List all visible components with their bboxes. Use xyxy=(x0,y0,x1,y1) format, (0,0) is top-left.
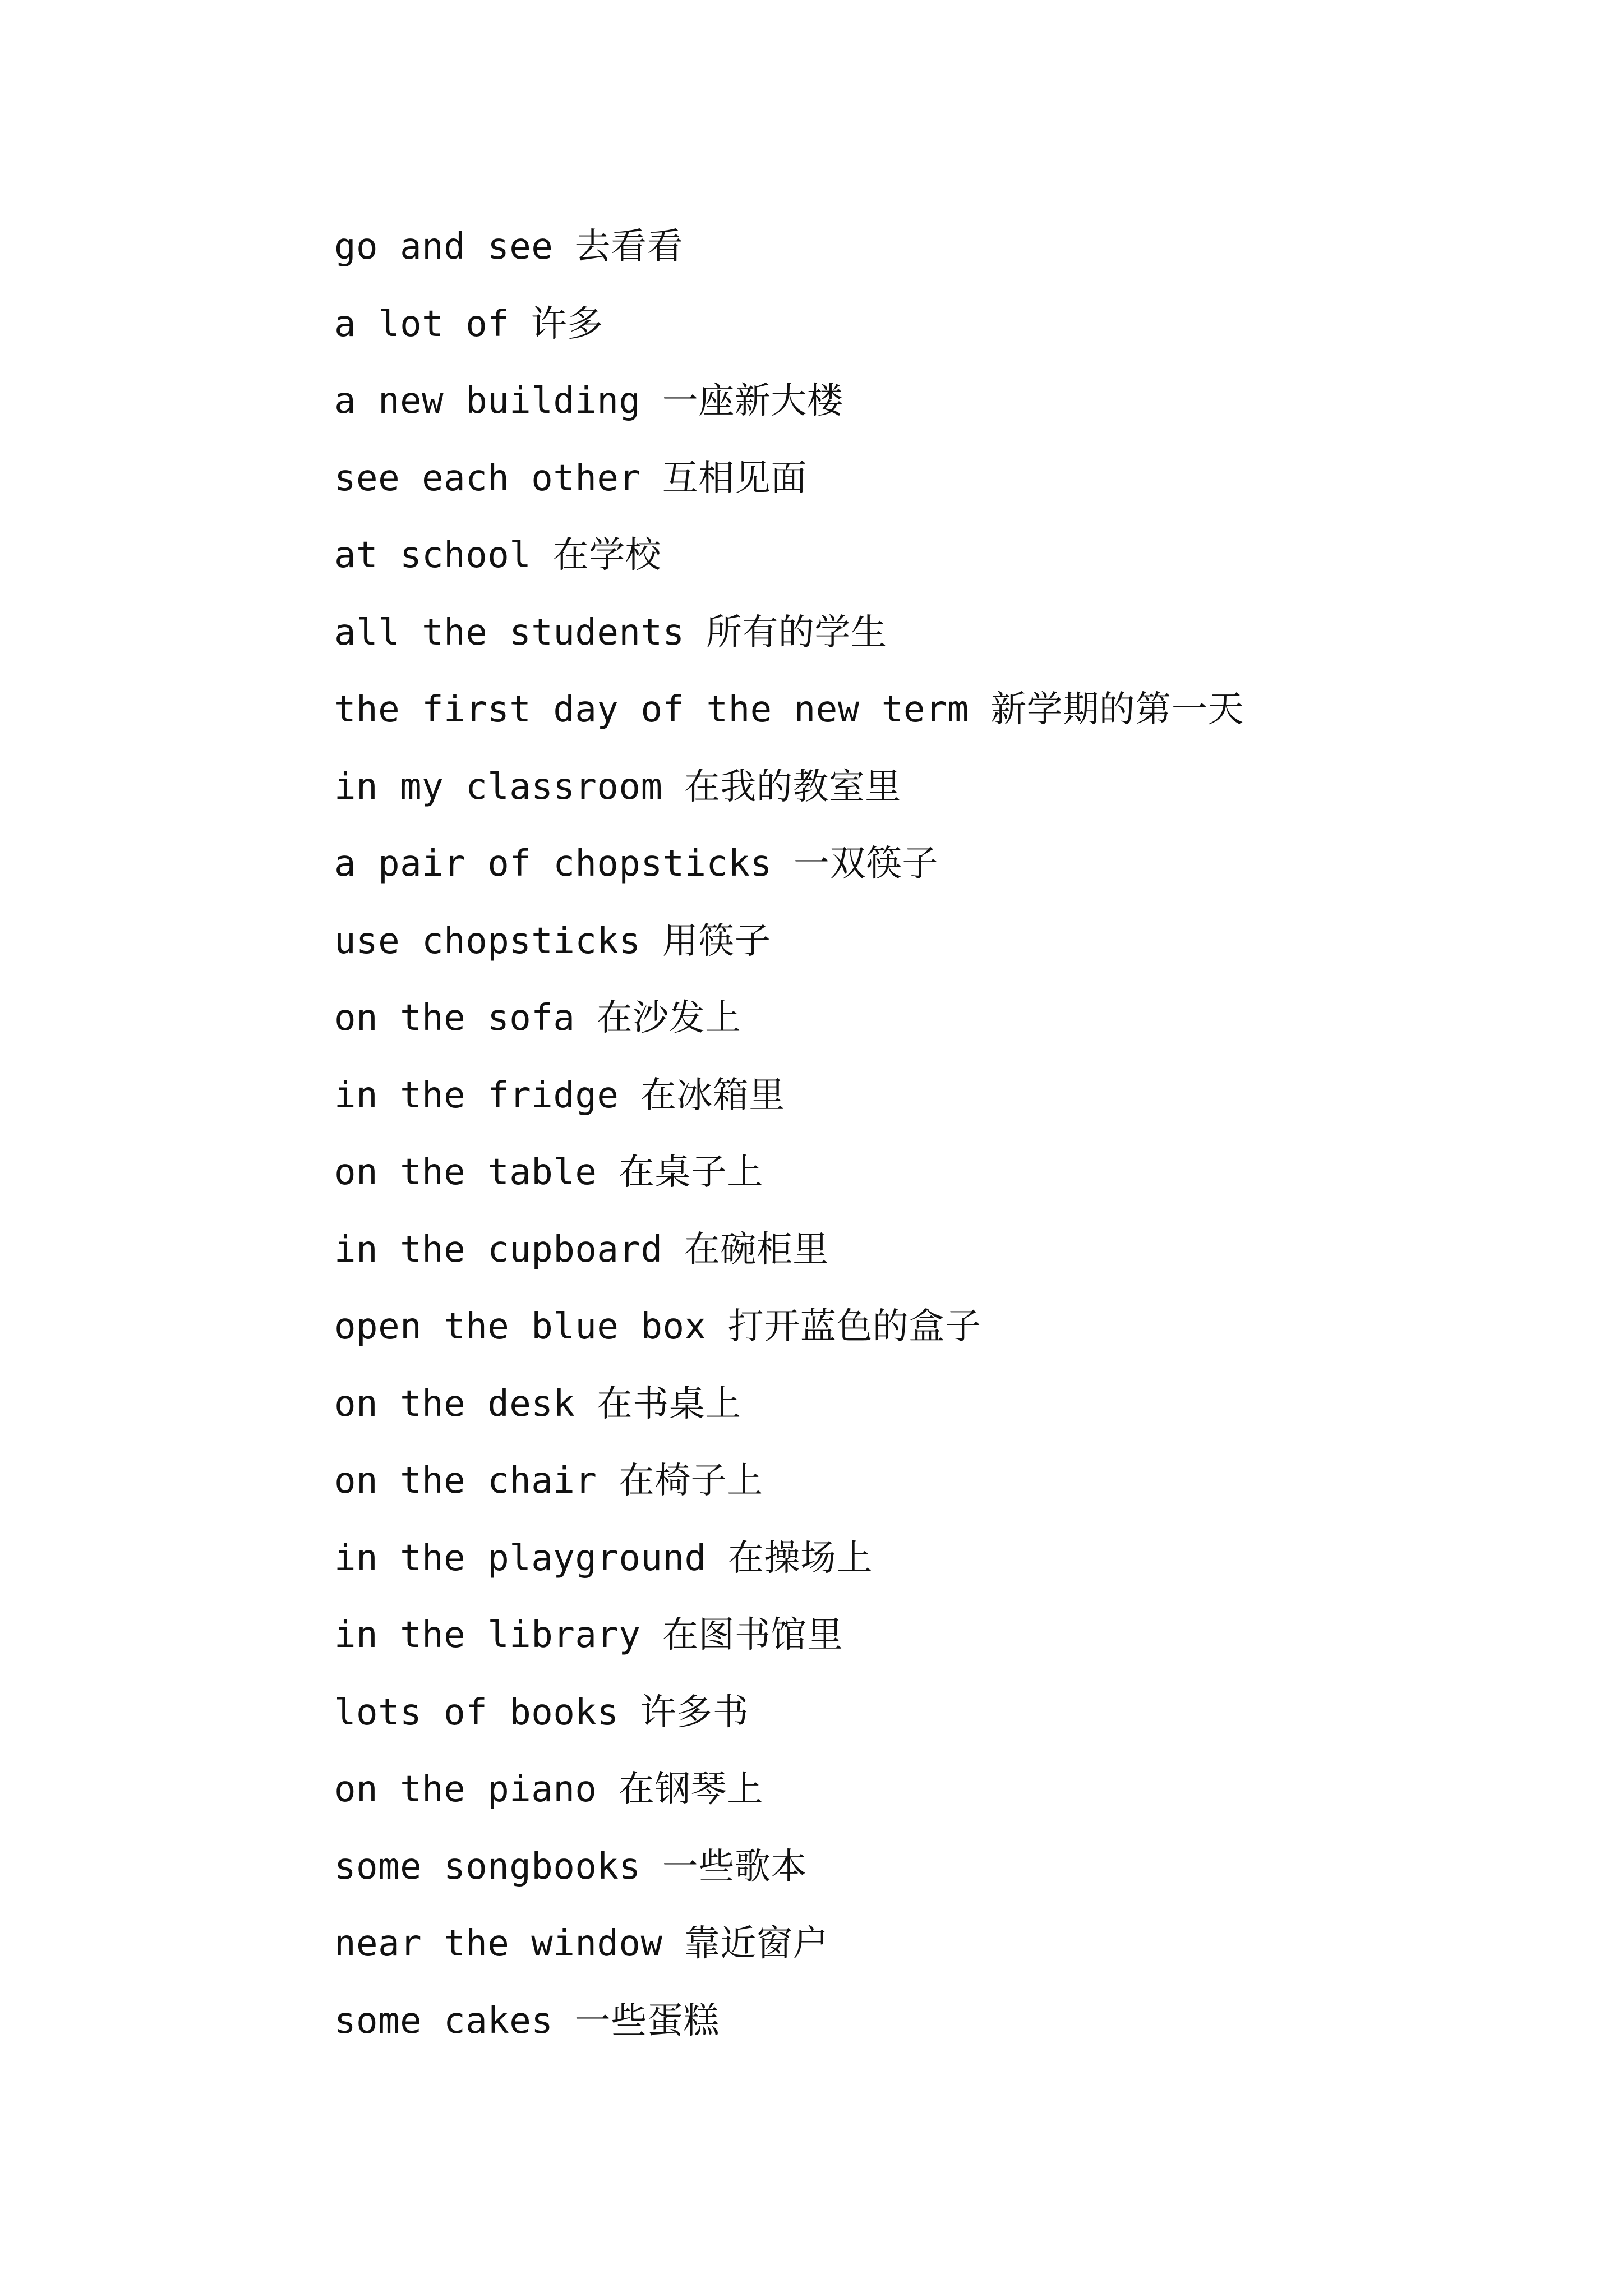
phrase-line-3 xyxy=(334,363,1244,440)
phrase-english: some cakes xyxy=(334,2000,554,2042)
phrase-line-6 xyxy=(334,595,1244,672)
phrase-line-16 xyxy=(334,1366,1244,1443)
phrase-chinese: 去看看 xyxy=(574,226,684,268)
phrase-line-23 xyxy=(334,1906,1244,1983)
phrase-english: on the chair xyxy=(334,1460,597,1502)
phrase-chinese: 用筷子 xyxy=(662,920,771,962)
phrase-line-21 xyxy=(334,1751,1244,1829)
phrase-line-7 xyxy=(334,671,1244,749)
phrase-chinese: 所有的学生 xyxy=(706,611,887,654)
phrase-english: the first day of the new term xyxy=(334,689,969,730)
phrase-chinese: 一些歌本 xyxy=(662,1846,807,1888)
phrase-list xyxy=(334,209,1244,2060)
phrase-line-14 xyxy=(334,1212,1244,1289)
phrase-chinese: 在椅子上 xyxy=(618,1460,763,1502)
phrase-english: some songbooks xyxy=(334,1846,641,1888)
phrase-line-15 xyxy=(334,1289,1244,1366)
phrase-english: go and see xyxy=(334,226,554,268)
phrase-english: lots of books xyxy=(334,1691,619,1733)
phrase-line-9 xyxy=(334,826,1244,903)
phrase-english: use chopsticks xyxy=(334,920,641,962)
phrase-chinese: 互相见面 xyxy=(662,457,807,499)
phrase-chinese: 新学期的第一天 xyxy=(990,689,1244,730)
phrase-line-8 xyxy=(334,749,1244,826)
phrase-english: in my classroom xyxy=(334,766,663,808)
phrase-chinese: 一座新大楼 xyxy=(662,380,843,422)
phrase-english: a pair of chopsticks xyxy=(334,843,772,885)
phrase-line-13 xyxy=(334,1134,1244,1212)
phrase-chinese: 在碗柜里 xyxy=(684,1228,829,1271)
phrase-line-18 xyxy=(334,1520,1244,1598)
phrase-chinese: 许多 xyxy=(531,303,603,345)
phrase-line-1 xyxy=(334,209,1244,286)
phrase-line-24 xyxy=(334,1983,1244,2060)
phrase-line-19 xyxy=(334,1597,1244,1674)
phrase-english: all the students xyxy=(334,611,685,654)
phrase-english: on the desk xyxy=(334,1383,575,1425)
phrase-english: in the playground xyxy=(334,1537,707,1579)
phrase-english: see each other xyxy=(334,457,641,499)
phrase-chinese: 靠近窗户 xyxy=(684,1923,829,1964)
phrase-line-4 xyxy=(334,440,1244,518)
phrase-english: on the table xyxy=(334,1152,597,1193)
phrase-line-17 xyxy=(334,1443,1244,1520)
phrase-chinese: 许多书 xyxy=(640,1691,749,1733)
phrase-line-22 xyxy=(334,1829,1244,1906)
phrase-english: in the cupboard xyxy=(334,1228,663,1271)
phrase-chinese: 在学校 xyxy=(552,535,662,576)
phrase-english: in the library xyxy=(334,1614,641,1656)
phrase-chinese: 在沙发上 xyxy=(596,997,741,1039)
phrase-english: on the sofa xyxy=(334,997,575,1039)
phrase-line-20 xyxy=(334,1674,1244,1752)
phrase-english: in the fridge xyxy=(334,1074,619,1116)
phrase-line-2 xyxy=(334,286,1244,364)
phrase-line-5 xyxy=(334,517,1244,595)
phrase-chinese: 在书桌上 xyxy=(596,1383,741,1425)
phrase-chinese: 一些蛋糕 xyxy=(574,2000,720,2042)
phrase-line-11 xyxy=(334,980,1244,1057)
phrase-line-10 xyxy=(334,903,1244,981)
phrase-english: a new building xyxy=(334,380,641,422)
phrase-chinese: 在图书馆里 xyxy=(662,1614,843,1656)
phrase-chinese: 在钢琴上 xyxy=(618,1769,763,1810)
phrase-chinese: 打开蓝色的盒子 xyxy=(727,1306,981,1347)
phrase-english: at school xyxy=(334,535,532,576)
phrase-chinese: 一双筷子 xyxy=(794,843,939,885)
phrase-english: near the window xyxy=(334,1923,663,1964)
phrase-english: on the piano xyxy=(334,1769,597,1810)
phrase-chinese: 在桌子上 xyxy=(618,1152,763,1193)
phrase-chinese: 在我的教室里 xyxy=(684,766,901,808)
phrase-chinese: 在冰箱里 xyxy=(640,1074,785,1116)
phrase-english: open the blue box xyxy=(334,1306,707,1347)
phrase-chinese: 在操场上 xyxy=(727,1537,873,1579)
phrase-english: a lot of xyxy=(334,303,510,345)
phrase-line-12 xyxy=(334,1057,1244,1135)
